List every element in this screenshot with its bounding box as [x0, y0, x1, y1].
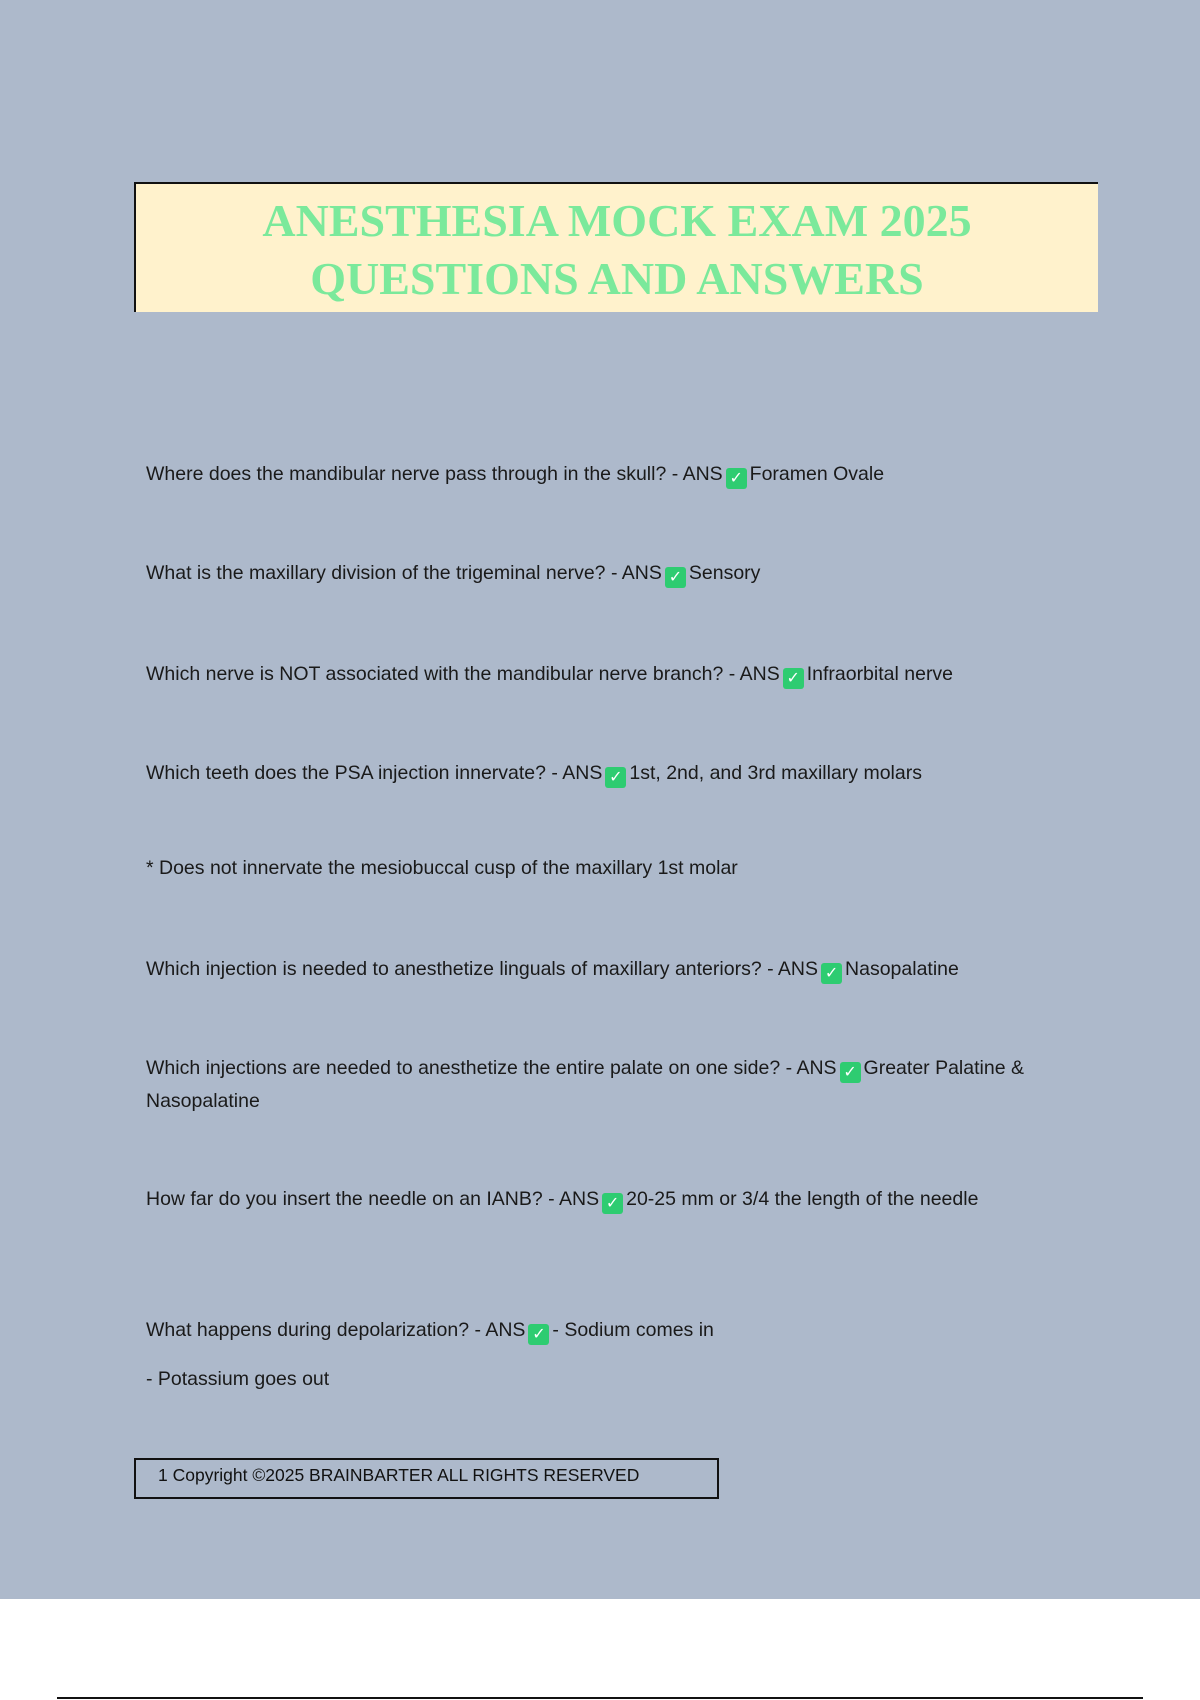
question: What is the maxillary division of the trigeminal nerve? [146, 562, 606, 584]
check-icon: ✓ [840, 1062, 861, 1083]
question: Where does the mandibular nerve pass through in the skull? [146, 463, 667, 485]
answer: Greater Palatine & Nasopalatine [146, 1057, 1024, 1112]
qa-item [146, 953, 1096, 986]
answer: Infraorbital nerve [806, 663, 954, 685]
qa-item [146, 1183, 1046, 1216]
qa-item [146, 1314, 1096, 1347]
check-icon: ✓ [605, 767, 626, 788]
answer-continuation: - Potassium goes out [146, 1368, 330, 1390]
question: What happens during depolarization? [146, 1319, 470, 1341]
answer: 20-25 mm or 3/4 the length of the needle [626, 1188, 979, 1210]
answer: Nasopalatine [845, 958, 959, 980]
question: Which injection is needed to anesthetize linguals of maxillary anteriors? [146, 958, 762, 980]
answer: Sensory [688, 562, 761, 584]
question: How far do you insert the needle on an IANB? [146, 1188, 543, 1210]
ans-label: - ANS [610, 562, 662, 584]
title-line-1: ANESTHESIA MOCK EXAM 2025 [262, 195, 972, 246]
ans-label: - ANS [551, 762, 603, 784]
question: Which nerve is NOT associated with the mandibular nerve branch? [146, 663, 724, 685]
qa-item [146, 658, 1096, 691]
check-icon: ✓ [821, 963, 842, 984]
answer: 1st, 2nd, and 3rd maxillary molars [629, 762, 922, 784]
qa-item [146, 1052, 1066, 1118]
check-icon: ✓ [726, 468, 747, 489]
ans-label: - ANS [548, 1188, 600, 1210]
qa-item [146, 557, 1096, 590]
answer: - Sodium comes in [552, 1319, 714, 1341]
question: Which injections are needed to anesthetize the entire palate on one side? [146, 1057, 781, 1079]
check-icon: ✓ [528, 1324, 549, 1345]
question: Which teeth does the PSA injection innervate? [146, 762, 546, 784]
check-icon: ✓ [602, 1193, 623, 1214]
answer: Foramen Ovale [749, 463, 885, 485]
check-icon: ✓ [783, 668, 804, 689]
check-icon: ✓ [665, 567, 686, 588]
ans-label: - ANS [671, 463, 723, 485]
ans-label: - ANS [728, 663, 780, 685]
title-line-2: QUESTIONS AND ANSWERS [310, 253, 924, 304]
ans-label: - ANS [767, 958, 819, 980]
qa-item [146, 757, 1096, 790]
note: * Does not innervate the mesiobuccal cusp of the maxillary 1st molar [146, 857, 738, 879]
qa-item [146, 458, 1096, 491]
copyright-footer: 1 Copyright ©2025 BRAINBARTER ALL RIGHTS RESERVED [134, 1458, 719, 1499]
title-banner [134, 182, 1098, 312]
ans-label: - ANS [474, 1319, 526, 1341]
divider [57, 1697, 1143, 1699]
ans-label: - ANS [785, 1057, 837, 1079]
